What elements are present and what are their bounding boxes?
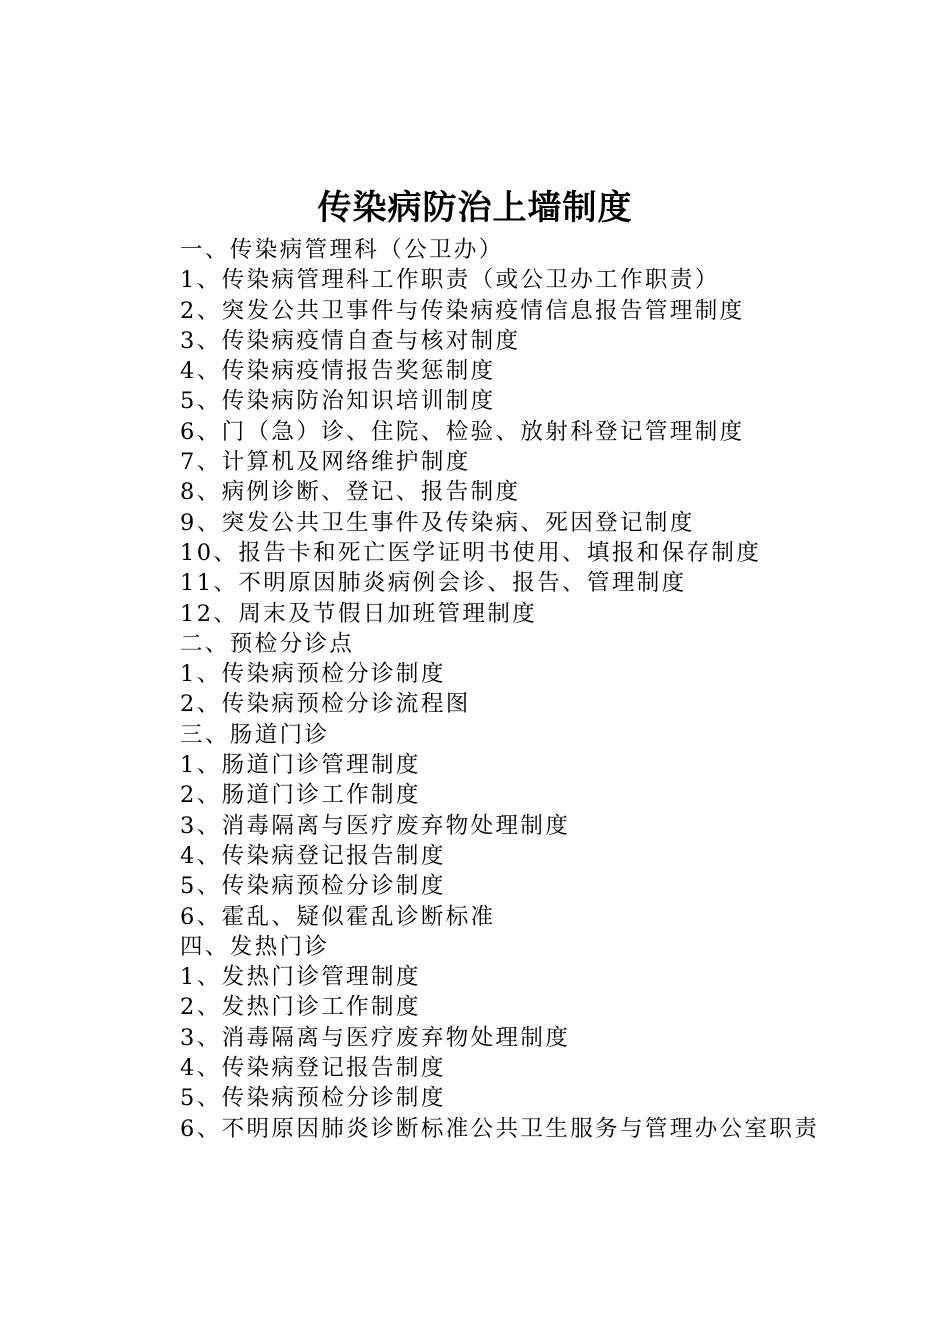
list-item: 12、周末及节假日加班管理制度	[180, 600, 538, 627]
list-item: 3、消毒隔离与医疗废弃物处理制度	[180, 812, 571, 839]
list-item: 2、传染病预检分诊流程图	[180, 691, 471, 718]
list-item: 5、传染病预检分诊制度	[180, 873, 446, 900]
regulation-list	[180, 235, 819, 1144]
list-item: 7、计算机及网络维护制度	[180, 449, 471, 476]
list-item: 1、肠道门诊管理制度	[180, 752, 421, 779]
list-item: 6、霍乱、疑似霍乱诊断标准	[180, 903, 496, 930]
list-item: 6、不明原因肺炎诊断标准公共卫生服务与管理办公室职责	[180, 1115, 820, 1142]
document-title: 传染病防治上墙制度	[317, 188, 633, 228]
list-item: 5、传染病防治知识培训制度	[180, 388, 496, 415]
list-item: 5、传染病预检分诊制度	[180, 1085, 446, 1112]
section-heading-triage-point: 二、预检分诊点	[180, 630, 355, 657]
list-item: 1、传染病预检分诊制度	[180, 661, 446, 688]
list-item: 2、突发公共卫事件与传染病疫情信息报告管理制度	[180, 297, 745, 324]
list-item: 6、门（急）诊、住院、检验、放射科登记管理制度	[180, 418, 745, 445]
list-item: 1、传染病管理科工作职责（或公卫办工作职责）	[180, 267, 720, 294]
list-item: 3、消毒隔离与医疗废弃物处理制度	[180, 1024, 571, 1051]
list-item: 4、传染病疫情报告奖惩制度	[180, 358, 496, 385]
list-item: 3、传染病疫情自查与核对制度	[180, 327, 521, 354]
list-item: 4、传染病登记报告制度	[180, 842, 446, 869]
list-item: 2、肠道门诊工作制度	[180, 782, 421, 809]
list-item: 11、不明原因肺炎病例会诊、报告、管理制度	[180, 570, 687, 597]
list-item: 2、发热门诊工作制度	[180, 994, 421, 1021]
list-item: 10、报告卡和死亡医学证明书使用、填报和保存制度	[180, 539, 762, 566]
section-heading-fever-clinic: 四、发热门诊	[180, 933, 330, 960]
list-item: 9、突发公共卫生事件及传染病、死因登记制度	[180, 509, 695, 536]
list-item: 1、发热门诊管理制度	[180, 964, 421, 991]
section-heading-intestinal-clinic: 三、肠道门诊	[180, 721, 330, 748]
list-item: 8、病例诊断、登记、报告制度	[180, 479, 521, 506]
section-heading-infectious-disease-dept: 一、传染病管理科（公卫办）	[180, 237, 504, 263]
list-item: 4、传染病登记报告制度	[180, 1055, 446, 1082]
